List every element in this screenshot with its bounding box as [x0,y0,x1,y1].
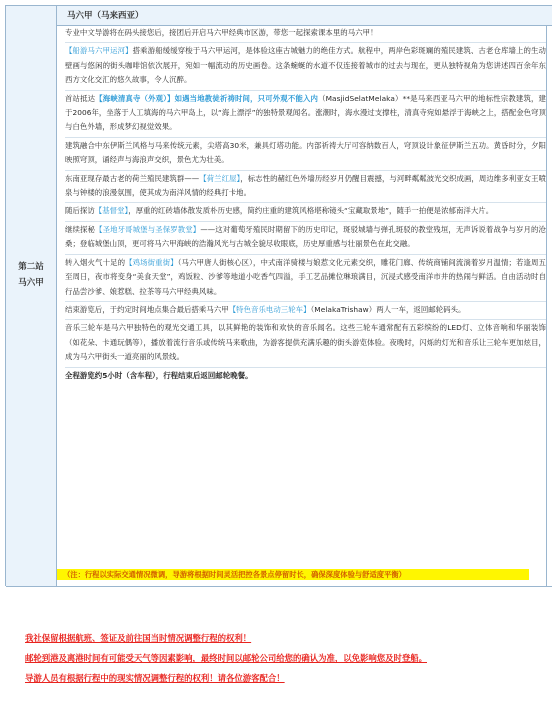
itinerary-paragraph [65,223,546,252]
table-header [57,6,552,26]
paragraph-text: 搭乘游船缓缓穿梭于马六甲运河，是体验这座古城魅力的绝佳方式。航程中，两岸色彩斑斓的殖民建筑、古老仓库墙上的生动壁画与悠闲的街头咖啡馆依次展开，宛如一幅流动的历史画卷。这条蜿蜒的水道不仅连接着城市的过去与现在，更从独特视角为您讲述四百余年东西方文化交汇的悠久故事，令人沉醉。 [65,46,546,85]
itinerary-content [57,26,546,586]
right-border [546,25,547,587]
stop-city: 马六甲 [18,278,44,288]
itinerary-paragraph [65,204,546,218]
paragraph-divider [65,221,546,222]
day-label-column [6,6,57,586]
itinerary-paragraph [65,44,546,87]
paragraph-divider [65,254,546,255]
paragraph-divider [65,90,546,91]
stop-number: 第二站 [18,262,44,272]
itinerary-note: （注：行程以实际交通情况微调，导游将根据时间灵活把控各景点停留时长，确保深度体验与舒适度平衡） [57,569,529,580]
paragraph-text: ，厚重的红砖墙体散发质朴历史感，简约庄重的建筑风格堪称镜头“宝藏取景地”，随手一拍便是浓郁南洋大片。 [128,206,494,216]
destination-title: 马六甲（马来西亚） [67,11,144,21]
highlight-text: 【荷兰红屋】 [199,173,241,183]
paragraph-divider [65,301,546,302]
itinerary-paragraph [65,321,546,364]
paragraph-divider [65,170,546,171]
itinerary-paragraph [65,172,546,201]
itinerary-paragraph [65,26,546,40]
highlight-text: 【基督堂】 [94,206,129,216]
paragraph-text: 首站抵达 [65,93,96,103]
highlight-text: 【船游马六甲运河】 [65,46,133,56]
paragraph-text: 结束游览后，于约定时间地点集合最后搭乘马六甲 [65,304,229,314]
highlight-text: 【特色音乐电动三轮车】 [228,304,311,314]
itinerary-paragraph [65,369,546,383]
disclaimer-line-1: 我社保留根据航班、签证及前往国当时情况调整行程的权利！ [25,633,252,643]
itinerary-table [5,5,552,586]
bottom-border [6,586,552,587]
paragraph-text: 专业中文导游将在码头接您后，接团后开启马六甲经典市区游，带您一起探索课本里的马六甲！ [65,28,378,37]
highlight-text: 【海峡清真寺（外观）】如遇当地教徒祈祷时间，只可外观不能入内 [95,93,319,103]
paragraph-text: 全程游览约5小时（含车程），行程结束后返回邮轮晚餐。 [65,370,253,380]
paragraph-text: ——这对葡萄牙殖民时期留下的历史印记，斑驳城墙与弹孔斑驳的教堂残垣，无声诉说着战争与岁月的沧桑；登临城堡山顶，更可将马六甲海峡的浩瀚风光与古城全貌尽收眼底，历史厚重感与壮丽景色在此交融。 [65,224,546,249]
highlight-text: 【圣地牙哥城堡与圣保罗教堂】 [95,224,201,234]
paragraph-text: （马六甲唐人街核心区），中式南洋骑楼与娘惹文化元素交织，雕花门廊、传统商铺间流淌着岁月温情；若逢周五至周日，夜市将变身“美食天堂”，鸡饭粒、沙爹等地道小吃香气四溢，手工艺品摊位琳琅满目，沉浸式感受南洋市井的热闹与鲜活。自由活动时自行品尝沙爹、娘惹糕、拉茶等马六甲经典风味。 [65,257,546,296]
paragraph-text: （MasjidSelatMelaka）**是马来西亚马六甲的地标性宗教建筑，建于2006年，坐落于人工填海的马六甲岛上，以“海上漂浮”的独特景观闻名。涨潮时，海水漫过支撑柱，清真寺宛如悬浮于海峡之上，搭配金色穹顶与白色外墙，形成梦幻视觉效果。 [65,93,546,132]
itinerary-paragraph [65,256,546,299]
paragraph-text: ，标志性的赭红色外墙历经岁月仍醒目震撼，与河畔粼粼波光交织成画，周边维多利亚女王喷泉与钟楼的浪漫氛围，使其成为南洋风情的经典打卡地。 [65,173,546,198]
paragraph-text: 随后探访 [65,206,95,216]
highlight-text: 【鸡场街重街】 [125,257,178,267]
paragraph-text: 音乐三轮车是马六甲独特色的观光交通工具，以其鲜艳的装饰和欢快的音乐闻名。这些三轮车通常配有五彩缤纷的LED灯、立体音响和华丽装饰（如花朵、卡通玩偶等），播放着流行音乐或传统马来歌曲，为游客提供充满乐趣的街头游览体验。夜晚时，闪烁的灯光和音乐让三轮车更加炫目，成为马六甲街头一道亮丽的风景线。 [65,323,546,362]
paragraph-text: 建筑融合中东伊斯兰风格与马来传统元素，尖塔高30米，兼具灯塔功能。内部祈祷大厅可容纳数百人，穹顶设计象征伊斯兰五功。黄昏时分，夕阳映照穹顶，诵经声与海浪声交织，景色尤为壮美。 [65,140,546,165]
stop-label [6,259,56,291]
itinerary-paragraph [65,92,546,135]
paragraph-divider [65,319,546,320]
disclaimer-line-2: 邮轮到港及离港时间有可能受天气等因素影响，最终时间以邮轮公司给您的确认为准，以免影响您及时登船。 [25,653,427,663]
paragraph-text: 转入烟火气十足的 [65,257,126,267]
itinerary-paragraph [65,303,546,317]
paragraph-divider [65,367,546,368]
paragraph-text: 继续探秘 [65,224,96,234]
paragraph-divider [65,42,546,43]
paragraph-divider [65,202,546,203]
paragraph-text: （MelakaTrishaw）两人一车，返回邮轮码头。 [310,304,466,314]
paragraph-text: 东南亚现存最古老的荷兰殖民建筑群—— [65,173,200,183]
itinerary-paragraph [65,139,546,168]
disclaimer-line-3: 导游人员有根据行程中的现实情况调整行程的权利！请各位游客配合！ [25,673,285,683]
paragraph-divider [65,137,546,138]
